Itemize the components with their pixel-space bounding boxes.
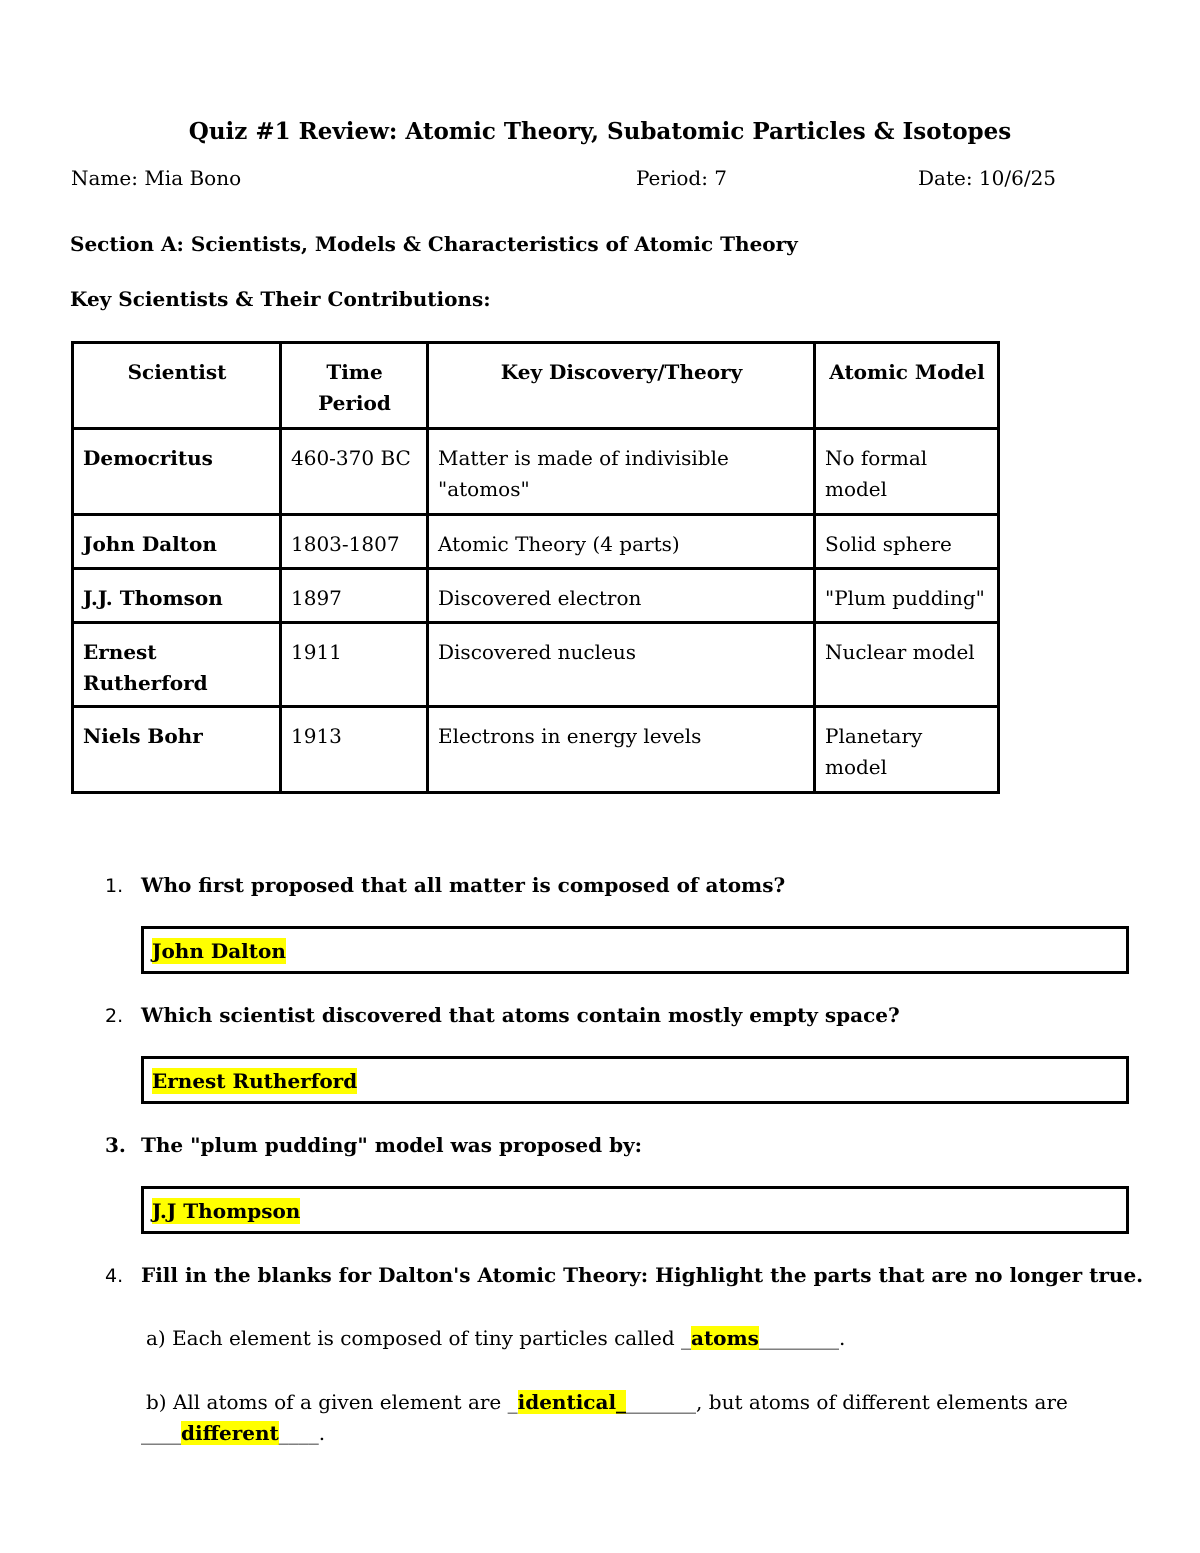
fill-a-suffix: ________. [758, 1326, 846, 1350]
question-number: 1. [105, 875, 124, 897]
answer-box-3[interactable] [141, 1186, 1129, 1234]
answer-box-1[interactable] [141, 926, 1129, 974]
time-period-cell: 1913 [281, 707, 428, 793]
discovery-cell: Atomic Theory (4 parts) [428, 515, 815, 569]
answer-text: John Dalton [152, 939, 286, 963]
table-row [73, 707, 999, 793]
discovery-cell: Discovered nucleus [428, 623, 815, 707]
table-header-row [73, 343, 999, 429]
model-cell: Planetary model [815, 707, 999, 793]
section-a-heading: Section A: Scientists, Models & Characteristics of Atomic Theory [70, 232, 798, 256]
fill-in-a [146, 1326, 845, 1350]
fill-a-answer: atoms [690, 1326, 759, 1350]
answer-box-2[interactable] [141, 1056, 1129, 1104]
question-number: 4. [105, 1265, 124, 1287]
question-4 [105, 1263, 1143, 1287]
header-cell: Scientist [73, 343, 281, 429]
scientists-table [71, 341, 1000, 794]
question-text: Which scientist discovered that atoms contain mostly empty space? [141, 1003, 900, 1027]
fill-b-middle: _______, but atoms of different elements are [626, 1390, 1068, 1414]
question-number: 2. [105, 1005, 124, 1027]
fill-b-line2-suffix: ____. [278, 1421, 326, 1445]
scientist-cell: Ernest Rutherford [73, 623, 281, 707]
time-period-cell: 460-370 BC [281, 429, 428, 515]
question-text: The "plum pudding" model was proposed by: [141, 1133, 643, 1157]
scientist-cell: Democritus [73, 429, 281, 515]
time-period-cell: 1803-1807 [281, 515, 428, 569]
fill-b-answer-2: different [181, 1421, 279, 1445]
question-number: 3. [105, 1133, 126, 1157]
fill-in-b-line-2 [141, 1421, 325, 1445]
question-text: Fill in the blanks for Dalton's Atomic Theory: Highlight the parts that are no longer true. [141, 1263, 1144, 1287]
question-3 [105, 1133, 642, 1157]
class-period: Period: 7 [636, 166, 728, 190]
time-period-cell: 1911 [281, 623, 428, 707]
fill-b-line2-prefix: ____ [141, 1421, 181, 1445]
table-row [73, 515, 999, 569]
answer-text: J.J Thompson [152, 1199, 301, 1223]
question-2 [105, 1003, 900, 1027]
fill-a-prefix: a) Each element is composed of tiny particles called _ [146, 1326, 691, 1350]
model-cell: "Plum pudding" [815, 569, 999, 623]
discovery-cell: Discovered electron [428, 569, 815, 623]
model-cell: Nuclear model [815, 623, 999, 707]
answer-text: Ernest Rutherford [152, 1069, 358, 1093]
model-cell: Solid sphere [815, 515, 999, 569]
student-name: Name: Mia Bono [71, 166, 242, 190]
header-cell: Time Period [281, 343, 428, 429]
scientist-cell: John Dalton [73, 515, 281, 569]
header-cell: Atomic Model [815, 343, 999, 429]
scientist-cell: Niels Bohr [73, 707, 281, 793]
fill-b-prefix: b) All atoms of a given element are _ [146, 1390, 518, 1414]
time-period-cell: 1897 [281, 569, 428, 623]
model-cell: No formal model [815, 429, 999, 515]
table-row [73, 429, 999, 515]
scientist-cell: J.J. Thomson [73, 569, 281, 623]
table-row [73, 623, 999, 707]
table-row [73, 569, 999, 623]
fill-in-b-line-1 [146, 1390, 1068, 1414]
fill-b-answer-1: identical_ [517, 1390, 627, 1414]
question-text: Who first proposed that all matter is composed of atoms? [141, 873, 786, 897]
quiz-date: Date: 10/6/25 [918, 166, 1057, 190]
page-title: Quiz #1 Review: Atomic Theory, Subatomic Particles & Isotopes [188, 118, 1012, 145]
question-1 [105, 873, 785, 897]
discovery-cell: Electrons in energy levels [428, 707, 815, 793]
key-scientists-heading: Key Scientists & Their Contributions: [70, 287, 491, 311]
discovery-cell: Matter is made of indivisible "atomos" [428, 429, 815, 515]
header-cell: Key Discovery/Theory [428, 343, 815, 429]
